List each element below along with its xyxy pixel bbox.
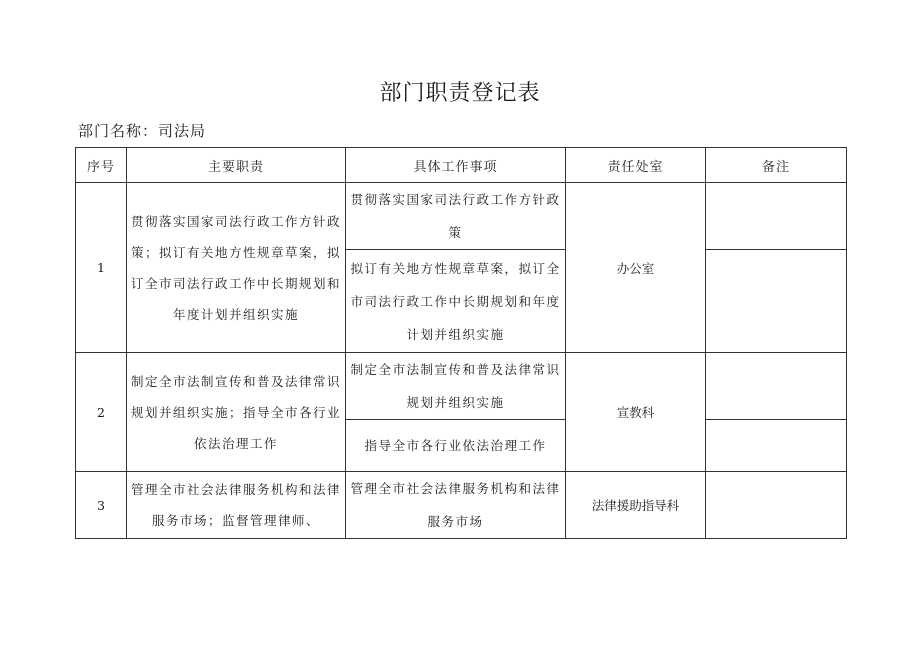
table-row [76, 472, 847, 539]
row-remark [706, 472, 847, 539]
specific-item-text: 指导全市各行业依法治理工作 [364, 438, 547, 453]
main-duty-text: 制定全市法制宣传和普及法律常识规划并组织实施；指导全市各行业依法治理工作 [131, 373, 342, 451]
row-main-duty [127, 183, 346, 353]
row-remark [706, 353, 847, 420]
header-specific-items: 具体工作事项 [346, 148, 566, 183]
table-header-row [76, 148, 847, 183]
header-responsible-office: 责任处室 [566, 148, 706, 183]
row-index: 3 [76, 472, 127, 539]
row-main-duty [127, 472, 346, 539]
specific-item-text: 贯彻落实国家司法行政工作方针政策 [350, 192, 561, 240]
main-duty-text: 管理全市社会法律服务机构和法律服务市场；监督管理律师、 [131, 482, 342, 528]
header-index: 序号 [76, 148, 127, 183]
document-title: 部门职责登记表 [379, 81, 541, 106]
row-specific-item [346, 472, 566, 539]
row-specific-item [346, 353, 566, 420]
row-specific-item [346, 420, 566, 472]
row-index: 2 [76, 353, 127, 472]
header-main-duty: 主要职责 [127, 148, 346, 183]
duty-registration-table [75, 147, 847, 539]
row-responsible-office: 宣教科 [566, 353, 706, 472]
table-row [76, 353, 847, 420]
row-responsible-office: 办公室 [566, 183, 706, 353]
main-duty-text: 贯彻落实国家司法行政工作方针政策；拟订有关地方性规章草案，拟订全市司法行政工作中长期规划和年度计划并组织实施 [131, 213, 342, 322]
specific-item-text: 拟订有关地方性规章草案，拟订全市司法行政工作中长期规划和年度计划并组织实施 [350, 260, 561, 342]
row-main-duty [127, 353, 346, 472]
row-responsible-office: 法律援助指导科 [566, 472, 706, 539]
specific-item-text: 制定全市法制宣传和普及法律常识规划并组织实施 [350, 362, 561, 410]
row-remark [706, 250, 847, 353]
row-remark [706, 420, 847, 472]
row-index: 1 [76, 183, 127, 353]
row-specific-item [346, 183, 566, 250]
row-remark [706, 183, 847, 250]
row-specific-item [346, 250, 566, 353]
table-row [76, 183, 847, 250]
department-name: 部门名称：司法局 [78, 122, 207, 140]
specific-item-text: 管理全市社会法律服务机构和法律服务市场 [350, 481, 561, 529]
header-remarks: 备注 [706, 148, 847, 183]
